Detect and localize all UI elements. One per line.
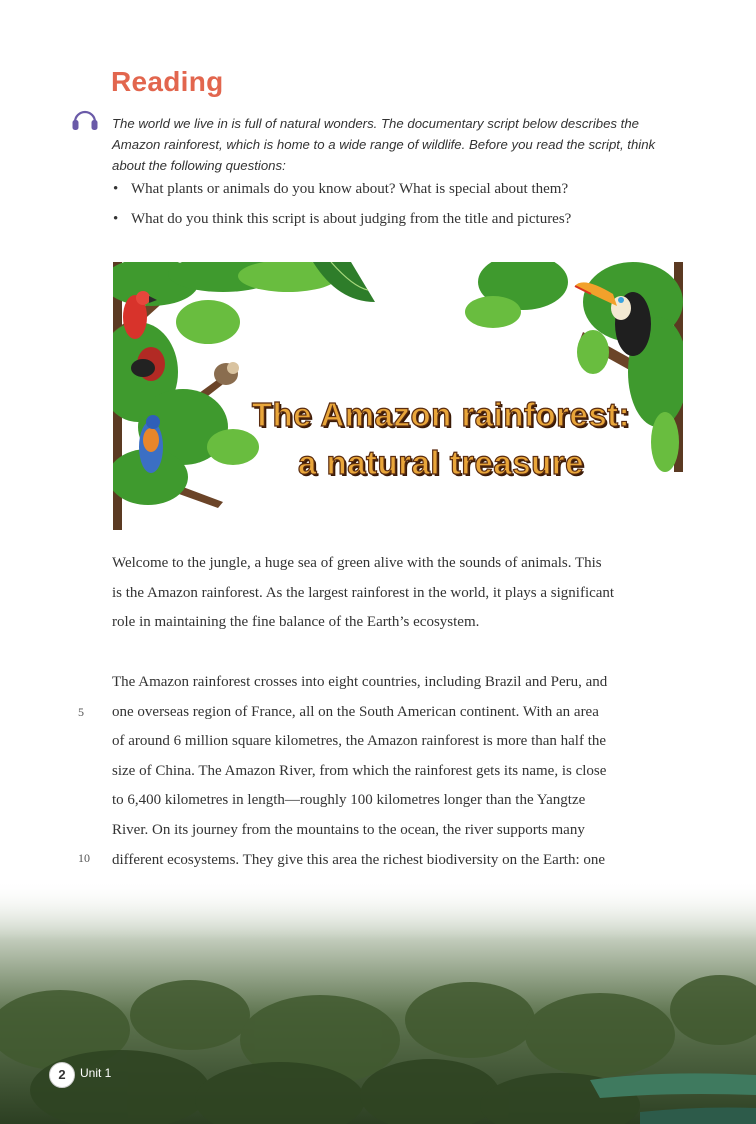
banner-title-line1: The Amazon rainforest:	[251, 396, 631, 433]
paragraph-1	[112, 549, 692, 638]
question-list	[113, 178, 713, 238]
text-line: is the Amazon rainforest. As the largest rainforest in the world, it plays a significant	[112, 584, 615, 601]
text-line: to 6,400 kilometres in length—roughly 100 kilometres longer than the Yangtze	[112, 792, 586, 809]
text-line: River. On its journey from the mountains to the ocean, the river supports many	[112, 821, 585, 838]
question-item: • What plants or animals do you know about? What is special about them?	[113, 178, 713, 208]
line-number: 5	[78, 705, 84, 719]
text-line: role in maintaining the fine balance of the Earth’s ecosystem.	[112, 614, 480, 631]
page-number-badge: 2	[49, 1062, 75, 1088]
text-line: of around 6 million square kilometres, the Amazon rainforest is more than half the	[112, 733, 607, 750]
forest-canopy-photo	[0, 880, 756, 1124]
text-line: one overseas region of France, all on the South American continent. With an area	[112, 703, 599, 720]
text-line: The Amazon rainforest crosses into eight countries, including Brazil and Peru, and	[112, 674, 608, 690]
headphones-icon[interactable]	[70, 104, 100, 134]
text-line: size of China. The Amazon River, from which the rainforest gets its name, is close	[112, 762, 607, 779]
unit-label: Unit 1	[80, 1066, 112, 1080]
rainforest-banner	[113, 262, 683, 530]
text-line: different ecosystems. They give this area the richest biodiversity on the Earth: one	[112, 851, 606, 868]
banner-title-line2: a natural treasure	[298, 444, 584, 481]
line-number: 10	[78, 851, 90, 865]
question-item: • What do you think this script is about judging from the title and pictures?	[113, 208, 713, 238]
section-title: Reading	[111, 66, 224, 97]
intro-text: The world we live in is full of natural wonders. The documentary script below describes the Amazon rainforest, which is home to a wide range of wildlife. Before you read the script, think about the following questions:	[112, 116, 656, 173]
text-line: Welcome to the jungle, a huge sea of green alive with the sounds of animals. This	[112, 555, 602, 571]
paragraph-2	[112, 668, 692, 905]
